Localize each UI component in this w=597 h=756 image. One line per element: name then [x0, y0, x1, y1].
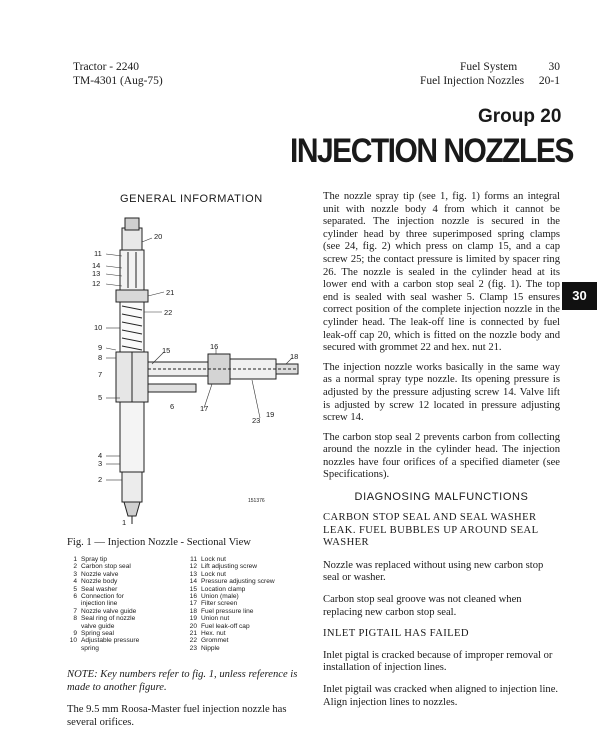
- callout-14: 14: [92, 261, 101, 270]
- callout-4: 4: [98, 451, 103, 460]
- legend-row: 23 Nipple: [189, 644, 220, 652]
- paragraph-pigtail-cracked-aligned: Inlet pigtail was cracked when aligned to injection line. Align injection lines to nozzles.: [323, 684, 559, 708]
- paragraph-nozzle-spray-tip: The nozzle spray tip (see 1, fig. 1) forms an integral unit with nozzle body 4 from which it cannot be separated. The injection nozzle is secured in the cylinder head by three superimposed spring clamps (see 24, fig. 2) which press on clamp 15, and a cap screw 25; the contact pressure is limited by spacer ring 26. The nozzle is sealed in the cylinder head at its lower end with a carbon stop seal 2 (fig. 1). The top end is sealed with seal washer 5. Clamp 15 ensures correct position of the complete injection nozzle in the cylinder head. The leak-off line is connected by fuel leak-off cap 20, which is fitted on the nozzle body and secured with grommet 22 and hex. nut 21.: [323, 191, 560, 354]
- callout-18: 18: [290, 352, 299, 361]
- header-right: [420, 60, 560, 88]
- injection-nozzle-figure: [92, 212, 320, 530]
- legend-row: 3 Nozzle valve: [73, 570, 119, 578]
- callout-3: 3: [98, 459, 103, 468]
- legend-row: injection line: [81, 600, 118, 608]
- legend-column-right: [187, 556, 307, 652]
- header-left: [73, 60, 163, 88]
- figure-caption: Fig. 1 — Injection Nozzle - Sectional View: [67, 537, 251, 548]
- callout-15: 15: [162, 346, 171, 355]
- legend-row: 15 Location clamp: [189, 585, 246, 593]
- legend-row: 2 Carbon stop seal: [73, 563, 131, 571]
- legend-row: 7 Nozzle valve guide: [73, 607, 137, 615]
- general-information-heading: GENERAL INFORMATION: [120, 193, 263, 205]
- callout-5: 5: [98, 393, 103, 402]
- legend-row: 20 Fuel leak-off cap: [189, 622, 250, 630]
- callout-17: 17: [200, 404, 209, 413]
- header-manual-number: TM-4301 (Aug-75): [73, 75, 163, 87]
- callout-22: 22: [164, 308, 173, 317]
- legend-row: 22 Grommet: [189, 637, 229, 645]
- callout-7: 7: [98, 370, 103, 379]
- header-page-number: 20-1: [538, 75, 560, 87]
- subheading-seal-leak: CARBON STOP SEAL AND SEAL WASHER LEAK. FUEL BUBBLES UP AROUND SEAL WASHER: [323, 512, 539, 549]
- legend-row: 9 Spring seal: [73, 630, 114, 638]
- header-subsection: Fuel Injection Nozzles: [420, 75, 525, 87]
- paragraph-nozzle-operation: The injection nozzle works basically in the same way as a normal spray type nozzle. Its opening pressure is adjusted by the pressure adjusting screw 14. Valve lift is adjusted by screw 12 located in pressure adjusting screw 14.: [323, 361, 560, 424]
- header-section-number: 30: [548, 61, 560, 73]
- figure-note: NOTE: Key numbers refer to fig. 1, unless reference is made to another figure.: [67, 669, 298, 693]
- legend-column-left: [67, 556, 187, 652]
- legend-row: 12 Lift adjusting screw: [189, 563, 258, 571]
- subheading-inlet-pigtail: INLET PIGTAIL HAS FAILED: [323, 628, 469, 640]
- diagnosing-malfunctions-heading: DIAGNOSING MALFUNCTIONS: [354, 491, 529, 504]
- callout-2: 2: [98, 475, 103, 484]
- legend-row: 18 Fuel pressure line: [189, 607, 254, 615]
- legend-row: 17 Filter screen: [189, 600, 238, 608]
- legend-row: spring: [81, 644, 99, 652]
- header-model: Tractor - 2240: [73, 61, 140, 73]
- legend-row: 11 Lock nut: [190, 556, 226, 563]
- right-column: [323, 191, 560, 709]
- legend-row: 6 Connection for: [73, 593, 124, 601]
- callout-11: 11: [94, 249, 102, 258]
- callout-16: 16: [210, 342, 219, 351]
- paragraph-nozzle-replaced: Nozzle was replaced without using new carbon stop seal or washer.: [323, 559, 544, 584]
- legend-row: 8 Seal ring of nozzle: [73, 615, 136, 623]
- section-tab: 30: [562, 282, 597, 310]
- callout-13: 13: [92, 269, 101, 278]
- callout-6: 6: [170, 402, 175, 411]
- paragraph-groove-not-cleaned: Carbon stop seal groove was not cleaned when replacing new carbon stop seal.: [323, 594, 522, 618]
- callout-12: 12: [92, 279, 101, 288]
- callout-20: 20: [154, 232, 163, 241]
- figure-code: 151376: [248, 498, 265, 504]
- callout-1: 1: [122, 518, 127, 527]
- legend-row: 19 Union nut: [189, 615, 230, 623]
- paragraph-carbon-stop-seal: The carbon stop seal 2 prevents carbon from collecting around the nozzle in the cylinder head. The injection nozzles have four orifices of a specified diameter (see Specifications).: [323, 431, 560, 481]
- legend-row: 5 Seal washer: [73, 585, 118, 593]
- bottom-paragraph: The 9.5 mm Roosa-Master fuel injection nozzle has several orifices.: [67, 704, 287, 728]
- paragraph-pigtail-cracked-removal: Inlet pigtal is cracked because of improper removal or installation of injection lines.: [323, 649, 553, 674]
- legend-row: 4 Nozzle body: [73, 578, 118, 586]
- callout-21: 21: [166, 288, 175, 297]
- callout-19: 19: [266, 410, 275, 419]
- legend-row: 1 Spray tip: [73, 556, 108, 563]
- nozzle-sectional-drawing: [92, 212, 320, 530]
- legend-row: 14 Pressure adjusting screw: [189, 578, 275, 586]
- figure-legend: [67, 556, 307, 652]
- legend-row: 16 Union (male): [189, 593, 239, 601]
- page-title: INJECTION NOZZLES: [290, 132, 573, 170]
- legend-row: 10 Adjustable pressure: [69, 637, 140, 645]
- legend-row: valve guide: [81, 622, 115, 630]
- legend-row: 21 Hex. nut: [189, 630, 226, 638]
- group-label: Group 20: [478, 106, 562, 127]
- header-section: Fuel System: [460, 61, 518, 73]
- callout-9: 9: [98, 343, 103, 352]
- callout-8: 8: [98, 353, 103, 362]
- legend-row: 13 Lock nut: [189, 570, 226, 578]
- callout-23: 23: [252, 416, 261, 425]
- callout-10: 10: [94, 323, 103, 332]
